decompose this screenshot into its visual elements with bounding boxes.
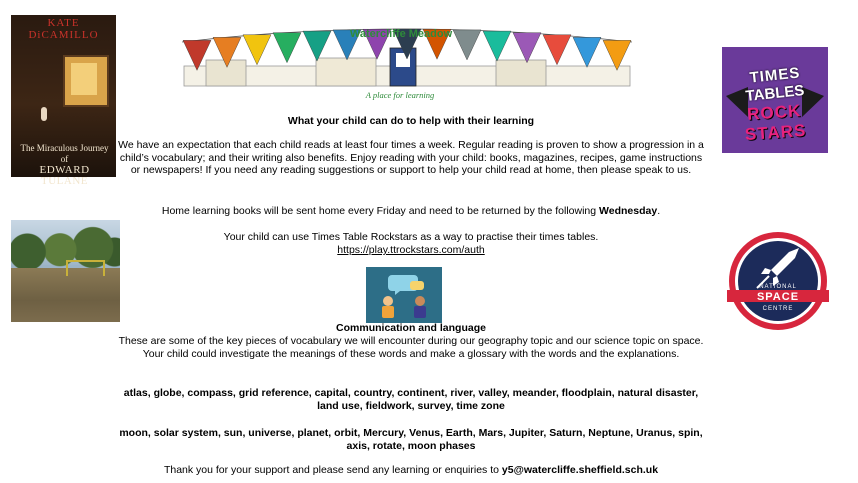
- book-title: [17, 143, 112, 187]
- bunting-flag: [243, 35, 271, 65]
- ttrs-link-row: [120, 244, 702, 257]
- homework-end: .: [657, 205, 661, 217]
- flood-swing-frame: [66, 260, 105, 276]
- book-author: KATE DiCAMILLO: [28, 17, 99, 41]
- space-bottom-text: CENTRE: [762, 306, 794, 312]
- national-space-centre-logo: [727, 230, 829, 332]
- times-tables-rockstars-logo: [722, 47, 828, 153]
- homework-day: Wednesday: [599, 205, 658, 217]
- geography-vocabulary: atlas, globe, compass, grid reference, capital, country, continent, river, valley, meander, floodplain, natural disaster, land use, fieldwork, survey, time zone: [123, 387, 699, 412]
- communication-title: Communication and language: [336, 322, 486, 334]
- school-banner-logo: [176, 20, 638, 102]
- ttrs-line1: TIMES: [748, 64, 802, 87]
- communication-paragraph: These are some of the key pieces of vocabulary we will encounter during our geography topic and our science topic on space. Your child could investigate the meanings of these words and make a glossary with the words and the explanations.: [118, 335, 704, 360]
- space-top-text: NATIONAL: [759, 284, 797, 290]
- bunting-flag: [453, 30, 481, 60]
- space-main-text: SPACE: [756, 291, 800, 303]
- bunting-flag: [513, 33, 541, 63]
- thanks-line: [116, 464, 706, 477]
- communication-icon: [366, 267, 442, 323]
- book-title-line2: EDWARD TULANE: [39, 164, 90, 187]
- bunting-flag: [573, 37, 601, 67]
- book-window-light: [71, 63, 97, 95]
- page-heading: What your child can do to help with their learning: [287, 115, 535, 127]
- bunting-flag: [483, 31, 511, 61]
- ttrs-line2: TABLES: [744, 81, 806, 106]
- book-cover-image: [11, 15, 116, 187]
- banner-tagline: A place for learning: [365, 90, 435, 100]
- homework-paragraph: [120, 205, 702, 218]
- contact-email[interactable]: y5@watercliffe.sheffield.sch.uk: [501, 464, 659, 476]
- book-title-line1: The Miraculous Journey of: [20, 143, 109, 164]
- reading-paragraph: We have an expectation that each child reads at least four times a week. Regular reading is proven to show a progression in a child’s vocabulary; and their writing also benefits. Enjoy reading with your child: books, magazines, recipes, game instructions or newspapers! If you need any reading suggestions or support to help your child read at home, then please speak to us.: [118, 139, 704, 176]
- flood-water: [11, 268, 120, 322]
- ttrs-paragraph: Your child can use Times Table Rockstars as a way to practise their times tables.: [223, 231, 599, 243]
- bunting-flag: [543, 35, 571, 65]
- bunting-flag: [273, 33, 301, 63]
- ttrs-line3: ROCK STARS: [744, 101, 807, 145]
- book-figure: [41, 107, 47, 121]
- banner-school-name: Watercliffe Meadow: [349, 28, 453, 40]
- space-vocabulary: moon, solar system, sun, universe, planet, orbit, Mercury, Venus, Earth, Mars, Jupiter, Saturn, Neptune, Uranus, spin, axis, rotate, moon phases: [119, 427, 703, 452]
- flood-photo: [11, 220, 120, 322]
- thanks-text: Thank you for your support and please send any learning or enquiries to: [163, 464, 502, 476]
- ttrs-link[interactable]: https://play.ttrockstars.com/auth: [337, 244, 485, 256]
- homework-text: Home learning books will be sent home every Friday and need to be returned by the following: [161, 205, 600, 217]
- bunting-flag: [303, 31, 331, 61]
